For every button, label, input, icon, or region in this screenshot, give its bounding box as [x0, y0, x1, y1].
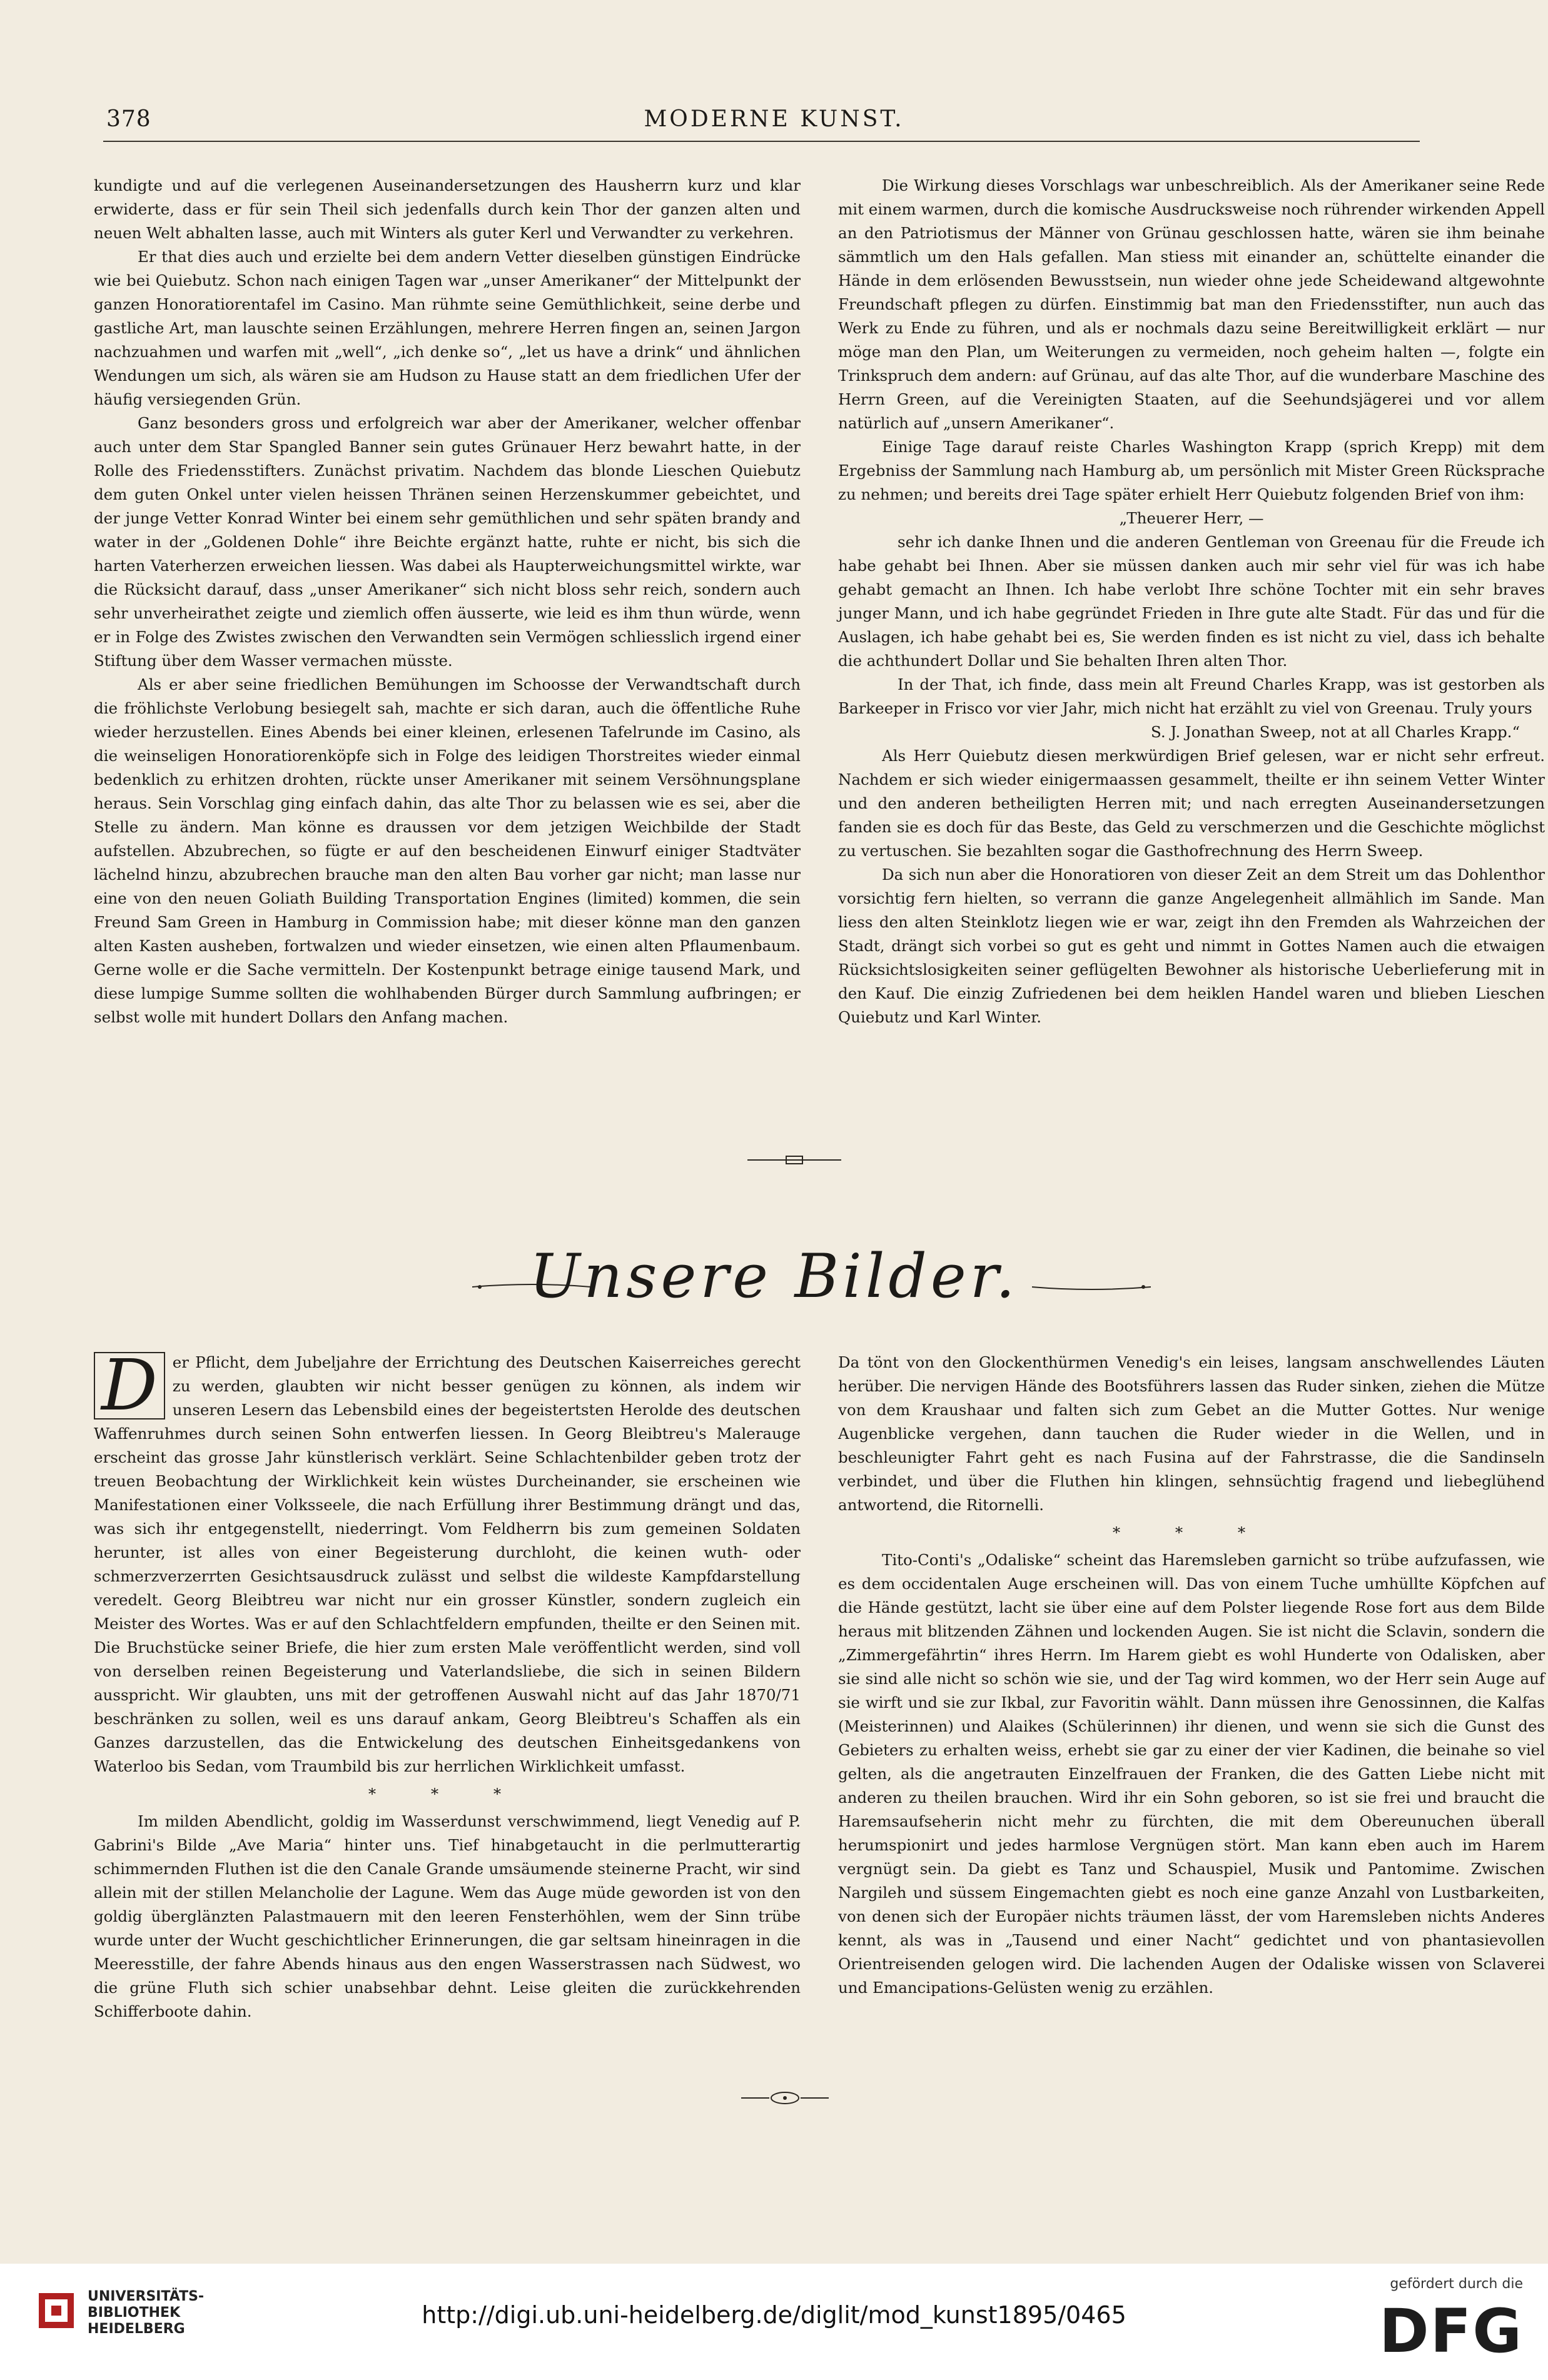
section-break-stars: * * *	[368, 1785, 527, 1803]
library-line-1: UNIVERSITÄTS-	[88, 2289, 205, 2304]
paragraph: Die Wirkung dieses Vorschlags war unbeschreiblich. Als der Amerikaner seine Rede mit einem warmen, durch die komische Ausdrucksweise noch rührender wirkenden Appell an den Patriotismus der Männer von Grünau geschlossen hatte, wären sie ihm beinahe sämmtlich um den Hals gefallen. Man stiess mit einander an, schüttelte einander die Hände in dem erlösenden Bewusstsein, nun wieder ohne jede Scheidewand altgewohnte Freundschaft pflegen zu dürfen. Einstimmig bat man den Friedensstifter, nun auch das Werk zu Ende zu führen, und als er nochmals dazu seine Bereitwilligkeit erklärt — nur möge man den Plan, um Weiterungen zu vermeiden, noch geheim halten —, folgte ein Trinkspruch dem andern: auf Grünau, auf das alte Thor, auf die wunderbare Maschine des Herrn Green, auf die Vereinigten Staaten, auf die Seehundsjägerei und vor allem natürlich auf „unsern Amerikaner“.	[838, 176, 1545, 432]
paragraph: Da sich nun aber die Honoratioren von dieser Zeit an dem Streit um das Dohlenthor vorsichtig fern hielten, so verrann die ganze Angelegenheit allmählich im Sande. Man liess den alten Steinklotz liegen wie er war, zeigt ihn den Fremden als Wahrzeichen der Stadt, drängt sich vorbei so gut es geht und nimmt in Gottes Namen auch die etwaigen Rücksichtslosigkeiten seiner geflügelten Bewohner als historische Ueberlieferung mit in den Kauf. Die einzig Zufriedenen bei dem heiklen Handel waren und blieben Lieschen Quiebutz und Karl Winter.	[838, 865, 1545, 1026]
library-line-3: HEIDELBERG	[88, 2321, 185, 2337]
paragraph: Im milden Abendlicht, goldig im Wasserdunst verschwimmend, liegt Venedig auf P. Gabrini's Bilde „Ave Maria“ hinter uns. Tief hinabgetaucht in die perlmutterartig schimmernden Fluthen ist die den Canale Grande umsäumende steinerne Pracht, wir sind allein mit der stillen Melancholie der Lagune. Wem das Auge müde geworden ist von den goldig überglänzten Palastmauern mit den leeren Fensterhöhlen, wem der Sinn trübe wurde unter der Wucht geschichtlicher Erinnerungen, die gar seltsam hineinragen in die Meeresstille, der fahre Abends hinaus aus den engen Wasserstrassen nach Südwest, wo die grüne Fluth sich schier unabsehbar dehnt. Leise gleiten die zurückkehrenden Schifferboote dahin.	[94, 1812, 801, 2020]
permalink-url[interactable]: http://digi.ub.uni-heidelberg.de/diglit/mod_kunst1895/0465	[422, 2301, 1126, 2329]
paragraph: Als Herr Quiebutz diesen merkwürdigen Brief gelesen, war er nicht sehr erfreut. Nachdem er sich wieder einigermaassen gesammelt, theilte er ihn seinem Vetter Winter und den anderen betheiligten Herren mit; und nach erregten Auseinandersetzungen fanden sie es doch für das Beste, das Geld zu verschmerzen und die Geschichte möglichst zu vertuschen. Sie bezahlten sogar die Gasthofrechnung des Herrn Sweep.	[838, 747, 1545, 860]
paragraph: Tito-Conti's „Odaliske“ scheint das Haremsleben garnicht so trübe aufzufassen, wie es dem occidentalen Auge erscheinen will. Das von einem Tuche umhüllte Köpfchen auf die Hände gestützt, lacht sie über eine auf dem Polster liegende Rose fort aus dem Bilde heraus mit blitzenden Zähnen und lockenden Augen. Sie ist nicht die Sclavin, sondern die „Zimmergefährtin“ ihres Herrn. Im Harem giebt es wohl Hunderte von Odalisken, aber sie sind alle nicht so schön wie sie, und der Tag wird kommen, wo der Herr sein Auge auf sie wirft und sie zur Ikbal, zur Favoritin wählt. Dann müssen ihre Genossinnen, die Kalfas (Meisterinnen) und Alaikes (Schülerinnen) ihr dienen, und wenn sie sich die Gunst des Gebieters zu erhalten weiss, erhebt sie gar zu einer der vier Kadinen, die beinahe so viel gelten, als die angetrauten Einzelfrauen der Franken, die des Gatten Liebe nicht mit anderen zu theilen brauchen. Wird ihr ein Sohn geboren, so ist sie frei und braucht die Haremsaufseherin nicht mehr zu fürchten, die mit dem Obereunuchen überall herumspionirt und jedes harmlose Vergnügen stört. Man kann eben auch im Harem vergnügt sein. Da giebt es Tanz und Schauspiel, Musik und Pantomime. Zwischen Nargileh und süssem Eingemachten giebt es noch eine ganze Anzahl von Lustbarkeiten, von denen sich der Europäer nichts träumen lässt, der vom Haremsleben nichts Anderes kennt, als was in „Tausend und einer Nacht“ gedichtet und von phantasievollen Orientreisenden gelogen wird. Die lachenden Augen der Odaliske wissen von Sclaverei und Emancipations-Gelüsten wenig zu erzählen.	[838, 1551, 1545, 1997]
drop-cap: D	[94, 1352, 165, 1419]
paragraph: Ganz besonders gross und erfolgreich war aber der Amerikaner, welcher offenbar auch unter dem Star Spangled Banner sein gutes Grünauer Herz bewahrt hatte, in der Rolle des Friedensstifters. Zunächst privatim. Nachdem das blonde Lieschen Quiebutz dem guten Onkel unter vielen heissen Thränen seinen Herzenskummer gebeichtet, und der junge Vetter Konrad Winter bei einem sehr gemüthlichen und sehr späten brandy and water in der „Goldenen Dohle“ ihre Beichte ergänzt hatte, ruhte er nicht, bis sich die harten Vaterherzen erweichen liessen. Was dabei als Haupterweichungsmittel wirkte, war die Rücksicht darauf, dass „unser Amerikaner“ sich nicht bloss sehr reich, sondern auch sehr unverheirathet zeigte und ziemlich offen äusserte, wie leid es ihm thun würde, wenn er in Folge des Zwistes zwischen den Verwandten sein Vermögen schliesslich irgend einer Stiftung über dem Wasser vermachen müsste.	[94, 414, 801, 670]
header-rule	[103, 141, 1420, 142]
column-bottom-right	[838, 1351, 1545, 2000]
page-number: 378	[106, 106, 151, 132]
paragraph: In der That, ich finde, dass mein alt Freund Charles Krapp, was ist gestorben als Barkeeper in Frisco vor vier Jahr, mich nicht hat erzählt zu viel von Greenau. Truly yours	[838, 675, 1545, 717]
paragraph: Da tönt von den Glockenthürmen Venedig's ein leises, langsam anschwellendes Läuten herüber. Die nervigen Hände des Bootsführers lassen das Ruder sinken, ziehen die Mütze von dem Kraushaar und falten sich zum Gebet an die Mutter Gottes. Nur wenige Augenblicke vergehen, dann tauchen die Ruder wieder in die Wellen, und in beschleunigter Fahrt geht es nach Fusina auf der Fahrstrasse, die die Sandinseln verbindet, und über die Fluthen hin klingen, sehnsüchtig fragend und liebeglühend antwortend, die Ritornelli.	[838, 1353, 1545, 1514]
funding-label: gefördert durch die	[1390, 2276, 1523, 2292]
paragraph: S. J. Jonathan Sweep, not at all Charles Krapp.“	[1150, 723, 1520, 741]
column-bottom-left	[94, 1345, 801, 2024]
library-line-2: BIBLIOTHEK	[88, 2305, 181, 2321]
column-top-right	[838, 174, 1545, 1029]
end-ornament	[741, 2089, 829, 2107]
paragraph	[94, 1345, 801, 1778]
section-divider-ornament	[747, 1154, 841, 1166]
paragraph-text: er Pflicht, dem Jubeljahre der Errichtung des Deutschen Kaiserreiches gerecht zu werden, glaubten wir nicht besser genügen zu können, als indem wir unseren Lesern das Lebensbild eines der begeistertsten Herolde des deutschen Waffenruhmes durch seinen Sohn entwerfen liessen. In Georg Bleibtreu's Malerauge erscheint das grosse Jahr künstlerisch verklärt. Seine Schlachtenbilder geben trotz der treuen Beobachtung der Wirklichkeit kein wüstes Durcheinander, sie erscheinen wie Manifestationen einer Volksseele, die nach Erfüllung ihrer Bestimmung drängt und das, was sich ihr entgegenstellt, niederringt. Vom Feldherrn bis zum gemeinen Soldaten herunter, ist alles von einer Begeisterung durchloht, die keinen wuth- oder schmerzverzerrten Gesichtsausdruck zulässt und selbst die wildeste Kampfdarstellung veredelt. Georg Bleibtreu war nicht nur ein grosser Künstler, sondern zugleich ein Meister des Wortes. Was er auf den Schlachtfeldern empfunden, theilte er den Seinen mit. Die Bruchstücke seiner Briefe, die hier zum ersten Male veröffentlicht werden, sind voll von derselben reinen Begeisterung und Vaterlandsliebe, die sich in seinen Bildern ausspricht. Wir glaubten, uns mit der getroffenen Auswahl nicht auf das Jahr 1870/71 beschränken zu sollen, weil es uns darauf ankam, Georg Bleibtreu's Schaffen als ein Ganzes darzustellen, das die Entwickelung des deutschen Einheitsgedankens von Waterloo bis Sedan, vom Traumbild bis zur herrlichen Wirklichkeit umfasst.	[94, 1353, 801, 1775]
paragraph: Einige Tage darauf reiste Charles Washington Krapp (sprich Krepp) mit dem Ergebniss der Sammlung nach Hamburg ab, um persönlich mit Mister Green Rücksprache zu nehmen; und bereits drei Tage später erhielt Herr Quiebutz folgenden Brief von ihm:	[838, 438, 1545, 503]
section-title: Unsere Bilder.	[529, 1241, 1019, 1311]
dfg-logo: DFG	[1379, 2296, 1523, 2366]
paragraph: Als er aber seine friedlichen Bemühungen im Schoosse der Verwandtschaft durch die fröhlichste Verlobung besiegelt sah, machte er sich daran, auch die öffentliche Ruhe wieder herzustellen. Eines Abends bei einer kleinen, erlesenen Tafelrunde im Casino, als die weinseligen Honoratiorenköpfe sich in Folge des leidigen Thorstreites wieder einmal bedenklich zu erhitzen drohten, rückte unser Amerikaner mit seinem Versöhnungsplane heraus. Sein Vorschlag ging einfach dahin, das alte Thor zu belassen wie es sei, aber die Stelle zu ändern. Man könne es draussen vor dem jetzigen Weichbilde der Stadt aufstellen. Abzubrechen, so fügte er auf den bescheidenen Einwurf einiger Stadtväter lächelnd hinzu, abzubrechen brauche man den alten Bau vorher gar nicht; man lasse nur eine von den neuen Goliath Building Transportation Engines (limited) kommen, die sein Freund Sam Green in Hamburg in Commission habe; mit dieser könne man den ganzen alten Kasten ausheben, fortwalzen und wieder einsetzen, wie einen alten Pflaumenbaum. Gerne wolle er die Sache vermitteln. Der Kostenpunkt betrage einige tausend Mark, und diese lumpige Summe sollten die wohlhabenden Bürger durch Sammlung aufbringen; er selbst wolle mit hundert Dollars den Anfang machen.	[94, 675, 801, 1026]
running-head: MODERNE KUNST.	[644, 106, 904, 132]
column-top-left	[94, 174, 801, 1029]
paragraph: sehr ich danke Ihnen und die anderen Gentleman von Greenau für die Freude ich habe gehabt bei Ihnen. Aber sie müssen danken auch mir sehr viel für was ich habe gehabt gemacht an Ihnen. Ich habe verlobt Ihre schöne Tochter mit ein sehr braves junger Mann, und ich habe gegründet Frieden in Ihre gute alte Stadt. Für das und für die Auslagen, ich habe gehabt bei es, Sie werden finden es ist nicht zu viel, dass ich behalte die achthundert Dollar und Sie behalten Ihren alten Thor.	[838, 533, 1545, 670]
paragraph: Er that dies auch und erzielte bei dem andern Vetter dieselben günstigen Eindrücke wie bei Quiebutz. Schon nach einigen Tagen war „unser Amerikaner“ der Mittelpunkt der ganzen Honoratiorentafel im Casino. Man rühmte seine Gemüthlichkeit, seine derbe und gastliche Art, man lauschte seinen Erzählungen, mehrere Herren fingen an, seinen Jargon nachzuahmen und warfen mit „well“, „ich denke so“, „let us have a drink“ und ähnlichen Wendungen um sich, als wären sie am Hudson zu Hause statt an dem friedlichen Ufer der häufig versiegenden Grün.	[94, 248, 801, 408]
paragraph: „Theuerer Herr, —	[1119, 509, 1264, 527]
title-swash-right	[1032, 1281, 1151, 1293]
paragraph: kundigte und auf die verlegenen Auseinandersetzungen des Hausherrn kurz und klar erwiderte, dass er für sein Theil sich jedenfalls durch kein Thor der ganzen alten und neuen Welt abhalten lasse, auch mit Winters als guter Kerl und Verwandter zu verkehren.	[94, 176, 801, 242]
section-break-stars: * * *	[1112, 1523, 1271, 1541]
